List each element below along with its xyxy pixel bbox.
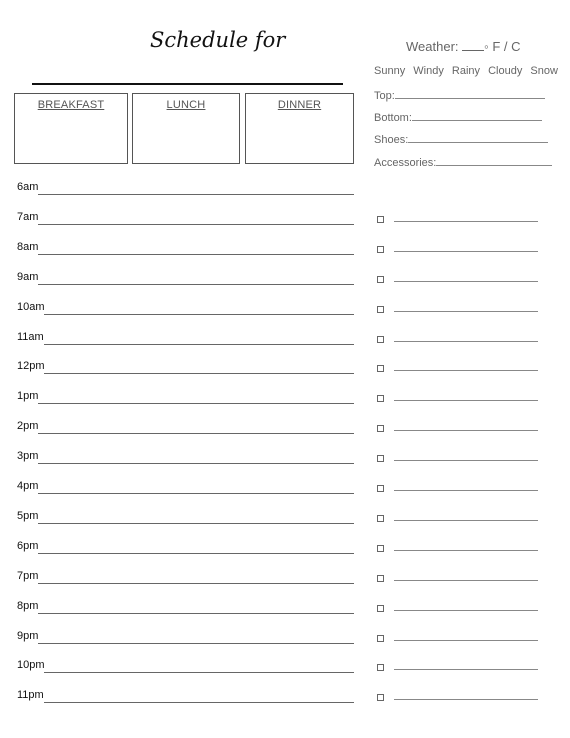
condition-cloudy[interactable]: Cloudy (488, 65, 523, 77)
hour-line[interactable] (38, 583, 354, 584)
hour-label: 6pm (17, 540, 39, 552)
hour-label: 11pm (17, 689, 44, 701)
hour-row (17, 331, 357, 347)
lunch-box[interactable] (132, 93, 240, 164)
hour-label: 11am (17, 331, 44, 343)
checkbox[interactable] (377, 425, 384, 432)
checkbox[interactable] (377, 336, 384, 343)
task-line[interactable] (394, 699, 538, 700)
hour-line[interactable] (44, 672, 354, 673)
hour-label: 8am (17, 241, 39, 253)
hour-label: 9pm (17, 630, 39, 642)
weather-units: ◦ F / C (484, 39, 521, 54)
lunch-label: LUNCH (166, 99, 206, 111)
task-line[interactable] (394, 311, 538, 312)
shoes-line[interactable] (408, 132, 548, 143)
checkbox[interactable] (377, 216, 384, 223)
hour-row (17, 420, 357, 436)
hour-row (17, 659, 357, 675)
hour-line[interactable] (38, 613, 354, 614)
hour-label: 1pm (17, 390, 39, 402)
hour-row (17, 271, 357, 287)
hour-line[interactable] (38, 284, 354, 285)
task-line[interactable] (394, 550, 538, 551)
task-item (377, 573, 542, 587)
hour-line[interactable] (44, 344, 354, 345)
accessories-line[interactable] (436, 155, 552, 166)
task-line[interactable] (394, 669, 538, 670)
task-line[interactable] (394, 400, 538, 401)
hour-line[interactable] (38, 523, 354, 524)
hour-line[interactable] (38, 463, 354, 464)
checkbox[interactable] (377, 545, 384, 552)
hour-label: 4pm (17, 480, 39, 492)
weather-conditions (374, 65, 563, 77)
task-item (377, 363, 542, 377)
task-line[interactable] (394, 490, 538, 491)
checkbox[interactable] (377, 605, 384, 612)
task-line[interactable] (394, 370, 538, 371)
hour-label: 3pm (17, 450, 39, 462)
task-line[interactable] (394, 610, 538, 611)
dinner-label: DINNER (277, 99, 322, 111)
hour-row (17, 630, 357, 646)
checkbox[interactable] (377, 246, 384, 253)
hour-row (17, 600, 357, 616)
task-item (377, 483, 542, 497)
title-underline (32, 83, 343, 85)
hour-label: 12pm (17, 360, 45, 372)
shoes-label: Shoes: (374, 134, 409, 146)
task-line[interactable] (394, 460, 538, 461)
page-title: Schedule for (150, 28, 286, 52)
checkbox[interactable] (377, 694, 384, 701)
weather-label: Weather: (406, 39, 459, 54)
hour-line[interactable] (38, 254, 354, 255)
bottom-label: Bottom: (374, 112, 412, 124)
task-item (377, 244, 542, 258)
hour-line[interactable] (44, 314, 354, 315)
task-line[interactable] (394, 640, 538, 641)
hour-row (17, 570, 357, 586)
checkbox[interactable] (377, 664, 384, 671)
hour-row (17, 301, 357, 317)
breakfast-box[interactable] (14, 93, 128, 164)
hour-line[interactable] (38, 433, 354, 434)
bottom-field (374, 110, 542, 124)
hour-label: 2pm (17, 420, 39, 432)
task-item (377, 662, 542, 676)
task-item (377, 304, 542, 318)
condition-sunny[interactable]: Sunny (374, 65, 406, 77)
top-label: Top: (374, 90, 395, 102)
hour-label: 9am (17, 271, 39, 283)
task-item (377, 214, 542, 228)
task-item (377, 513, 542, 527)
checkbox[interactable] (377, 575, 384, 582)
hour-label: 7pm (17, 570, 39, 582)
task-item (377, 543, 542, 557)
hour-line[interactable] (38, 224, 354, 225)
hour-row (17, 689, 357, 705)
hour-line[interactable] (38, 194, 354, 195)
checkbox[interactable] (377, 515, 384, 522)
top-field (374, 88, 545, 102)
task-line[interactable] (394, 341, 538, 342)
condition-windy[interactable]: Windy (413, 65, 444, 77)
hour-row (17, 181, 357, 197)
task-item (377, 633, 542, 647)
task-line[interactable] (394, 221, 538, 222)
hour-label: 10pm (17, 659, 45, 671)
task-line[interactable] (394, 580, 538, 581)
task-item (377, 423, 542, 437)
hour-label: 8pm (17, 600, 39, 612)
hour-line[interactable] (38, 553, 354, 554)
hour-line[interactable] (38, 643, 354, 644)
hour-label: 6am (17, 181, 39, 193)
checkbox[interactable] (377, 485, 384, 492)
checkbox[interactable] (377, 365, 384, 372)
checkbox[interactable] (377, 455, 384, 462)
shoes-field (374, 132, 548, 146)
hour-line[interactable] (44, 373, 354, 374)
checkbox[interactable] (377, 395, 384, 402)
breakfast-label: BREAKFAST (37, 99, 105, 111)
accessories-label: Accessories: (374, 157, 437, 169)
hour-row (17, 540, 357, 556)
task-item (377, 603, 542, 617)
weather-blank[interactable] (462, 40, 484, 51)
condition-rainy[interactable]: Rainy (451, 65, 481, 77)
hour-line[interactable] (38, 403, 354, 404)
checkbox[interactable] (377, 306, 384, 313)
task-item (377, 274, 542, 288)
hour-row (17, 450, 357, 466)
task-item (377, 692, 542, 706)
task-item (377, 393, 542, 407)
hour-label: 7am (17, 211, 39, 223)
task-item (377, 453, 542, 467)
weather-field (406, 39, 521, 54)
hour-line[interactable] (44, 702, 354, 703)
hour-row (17, 390, 357, 406)
top-line[interactable] (395, 88, 545, 99)
checkbox[interactable] (377, 276, 384, 283)
checkbox[interactable] (377, 635, 384, 642)
hour-row (17, 360, 357, 376)
hour-line[interactable] (38, 493, 354, 494)
bottom-line[interactable] (412, 110, 542, 121)
condition-snow[interactable]: Snow (530, 65, 558, 77)
hour-label: 5pm (17, 510, 39, 522)
hour-row (17, 211, 357, 227)
task-line[interactable] (394, 281, 538, 282)
hour-row (17, 510, 357, 526)
task-item (377, 334, 542, 348)
task-line[interactable] (394, 520, 538, 521)
hour-label: 10am (17, 301, 45, 313)
hour-row (17, 241, 357, 257)
accessories-field (374, 155, 552, 169)
task-line[interactable] (394, 430, 538, 431)
dinner-box[interactable] (245, 93, 354, 164)
task-line[interactable] (394, 251, 538, 252)
hour-row (17, 480, 357, 496)
